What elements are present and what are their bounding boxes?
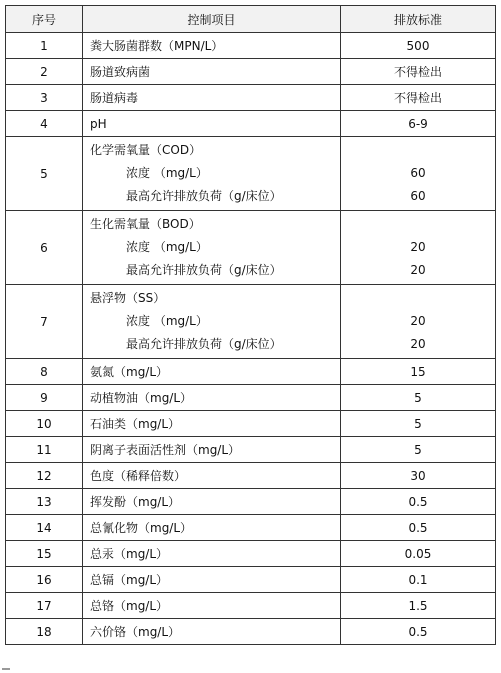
group-title: 化学需氧量（COD） [90, 143, 202, 157]
table-row-group [6, 285, 496, 359]
header-discharge-standard: 排放标准 [341, 6, 496, 33]
row-standard: 30 [341, 463, 496, 489]
table-header-row [6, 6, 496, 33]
table-row [6, 567, 496, 593]
table-row [6, 515, 496, 541]
row-no: 17 [6, 593, 83, 619]
header-control-item: 控制项目 [83, 6, 341, 33]
sub-standard: 20 [410, 240, 426, 254]
row-standard: 0.05 [341, 541, 496, 567]
group-title: 生化需氧量（BOD） [90, 217, 201, 231]
row-item: 石油类（mg/L） [83, 411, 341, 437]
row-standard: 0.5 [341, 619, 496, 645]
sub-standard: 20 [410, 263, 426, 277]
row-item-group [83, 211, 341, 285]
table-row [6, 411, 496, 437]
row-standard: 不得检出 [341, 85, 496, 111]
row-no: 2 [6, 59, 83, 85]
row-standard: 0.1 [341, 567, 496, 593]
row-item: 挥发酚（mg/L） [83, 489, 341, 515]
row-no: 9 [6, 385, 83, 411]
row-no: 8 [6, 359, 83, 385]
discharge-standards-table [5, 5, 496, 645]
row-no: 18 [6, 619, 83, 645]
row-standard: 5 [341, 385, 496, 411]
row-item: 粪大肠菌群数（MPN/L） [83, 33, 341, 59]
page-edge-mark [2, 668, 10, 670]
sub-standard: 20 [410, 314, 426, 328]
table-row [6, 593, 496, 619]
sub-item-concentration: 浓度 （mg/L） [126, 314, 208, 328]
row-item: 总铬（mg/L） [83, 593, 341, 619]
table-row [6, 85, 496, 111]
row-no: 11 [6, 437, 83, 463]
sub-item-max-load: 最高允许排放负荷（g/床位） [126, 263, 282, 277]
table-row [6, 359, 496, 385]
row-item: 色度（稀释倍数） [83, 463, 341, 489]
row-standard: 6-9 [341, 111, 496, 137]
table-row [6, 463, 496, 489]
row-no: 10 [6, 411, 83, 437]
standards-table-container [5, 5, 495, 645]
row-no: 6 [6, 211, 83, 285]
row-item: 总汞（mg/L） [83, 541, 341, 567]
sub-standard: 60 [410, 166, 426, 180]
row-item: 六价铬（mg/L） [83, 619, 341, 645]
table-row [6, 111, 496, 137]
row-standard: 不得检出 [341, 59, 496, 85]
row-no: 7 [6, 285, 83, 359]
row-item-group [83, 137, 341, 211]
row-no: 16 [6, 567, 83, 593]
row-no: 1 [6, 33, 83, 59]
row-standard: 5 [341, 437, 496, 463]
row-item: pH [83, 111, 341, 137]
row-standard: 0.5 [341, 515, 496, 541]
row-standard: 1.5 [341, 593, 496, 619]
row-no: 14 [6, 515, 83, 541]
row-item: 总镉（mg/L） [83, 567, 341, 593]
table-row [6, 33, 496, 59]
row-no: 15 [6, 541, 83, 567]
row-standard: 500 [341, 33, 496, 59]
sub-item-concentration: 浓度 （mg/L） [126, 240, 208, 254]
sub-item-concentration: 浓度 （mg/L） [126, 166, 208, 180]
row-standard-group [341, 137, 496, 211]
row-standard: 15 [341, 359, 496, 385]
sub-item-max-load: 最高允许排放负荷（g/床位） [126, 337, 282, 351]
row-no: 12 [6, 463, 83, 489]
sub-standard: 20 [410, 337, 426, 351]
table-row [6, 541, 496, 567]
group-title: 悬浮物（SS） [90, 291, 166, 305]
table-row [6, 59, 496, 85]
row-no: 5 [6, 137, 83, 211]
table-row [6, 619, 496, 645]
row-item: 总氰化物（mg/L） [83, 515, 341, 541]
row-standard: 5 [341, 411, 496, 437]
row-standard-group [341, 211, 496, 285]
table-row [6, 489, 496, 515]
sub-standard: 60 [410, 189, 426, 203]
row-no: 3 [6, 85, 83, 111]
row-item: 动植物油（mg/L） [83, 385, 341, 411]
header-no: 序号 [6, 6, 83, 33]
table-row-group [6, 211, 496, 285]
sub-item-max-load: 最高允许排放负荷（g/床位） [126, 189, 282, 203]
row-no: 13 [6, 489, 83, 515]
row-no: 4 [6, 111, 83, 137]
row-item: 阴离子表面活性剂（mg/L） [83, 437, 341, 463]
row-item: 肠道病毒 [83, 85, 341, 111]
row-standard-group [341, 285, 496, 359]
row-item: 氨氮（mg/L） [83, 359, 341, 385]
table-row [6, 385, 496, 411]
row-standard: 0.5 [341, 489, 496, 515]
table-row [6, 437, 496, 463]
row-item-group [83, 285, 341, 359]
table-row-group [6, 137, 496, 211]
row-item: 肠道致病菌 [83, 59, 341, 85]
